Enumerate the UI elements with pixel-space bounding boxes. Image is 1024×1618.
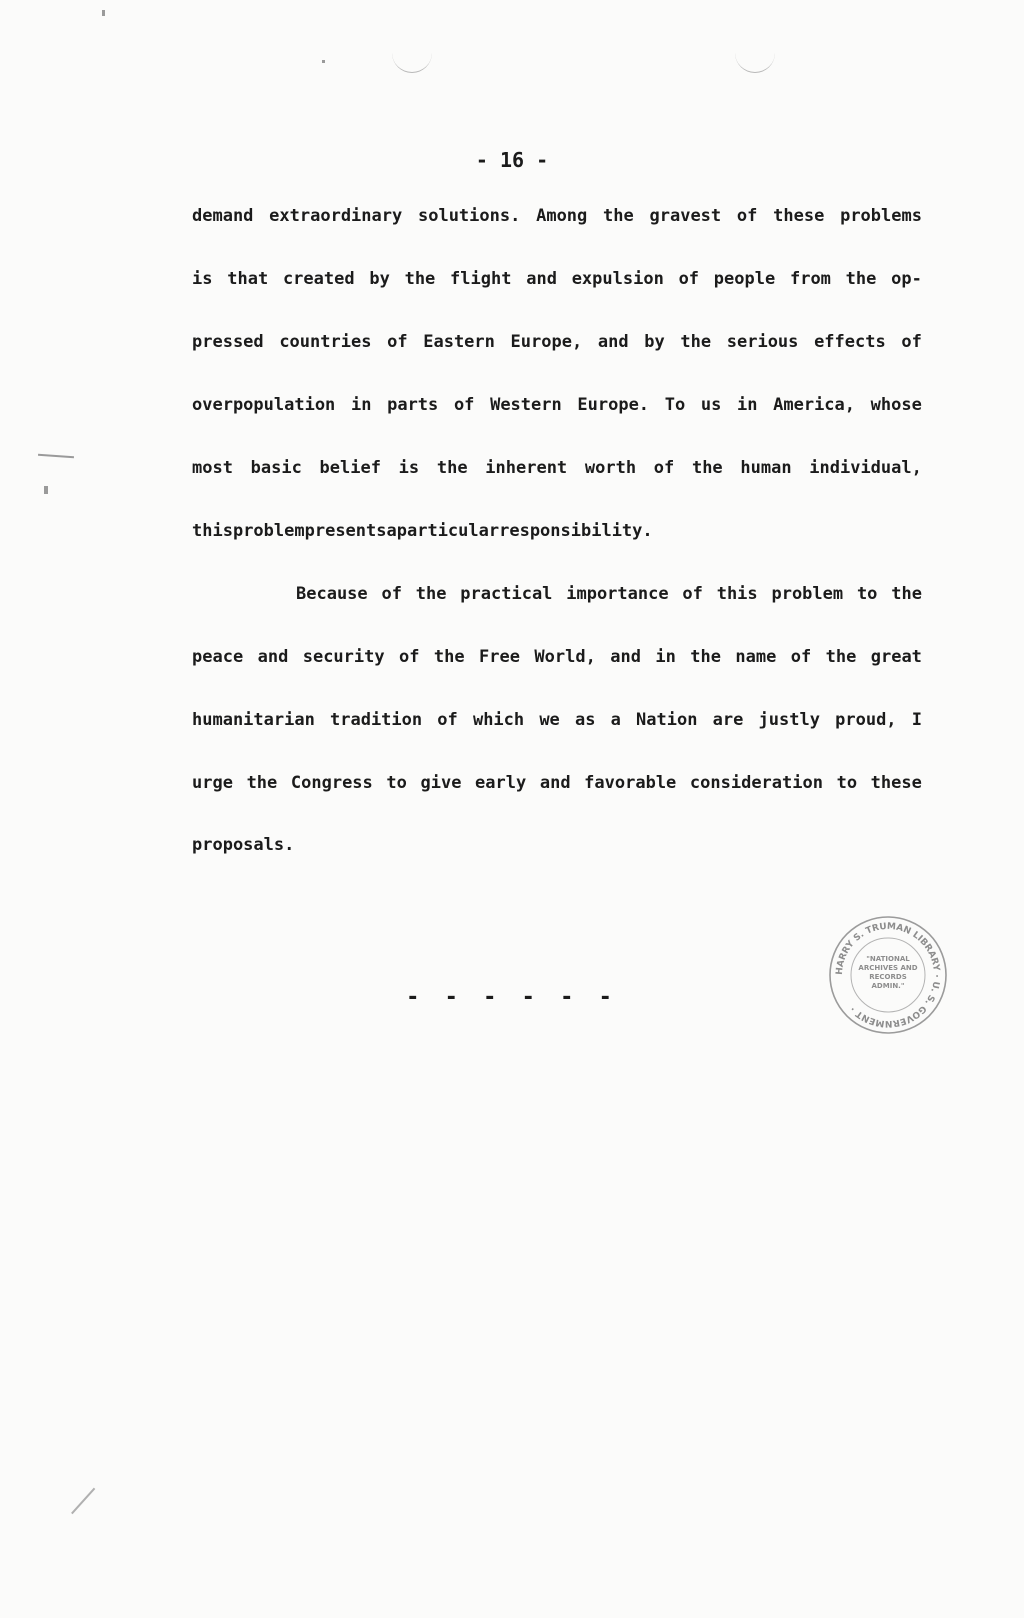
body-word: Because bbox=[296, 584, 368, 604]
body-word: Western bbox=[490, 395, 562, 415]
body-word: the bbox=[246, 773, 278, 793]
body-word: of bbox=[790, 647, 812, 667]
body-word: as bbox=[574, 710, 596, 730]
body-word: demand bbox=[192, 206, 254, 226]
body-line bbox=[192, 521, 922, 551]
body-line bbox=[192, 332, 922, 362]
margin-mark bbox=[102, 10, 105, 16]
margin-mark bbox=[71, 1488, 95, 1514]
body-word: this bbox=[192, 521, 233, 541]
body-word: from bbox=[789, 269, 831, 289]
body-word: extraordinary bbox=[269, 206, 403, 226]
body-word: of bbox=[682, 584, 703, 604]
body-word: of bbox=[387, 332, 408, 352]
body-word: urge bbox=[192, 773, 233, 793]
body-word: Free bbox=[479, 647, 520, 667]
body-word: the bbox=[415, 584, 447, 604]
body-word: responsibility. bbox=[499, 521, 653, 541]
body-word: gravest bbox=[649, 206, 722, 226]
body-word: tradition bbox=[330, 710, 423, 730]
body-word: inherent bbox=[485, 458, 568, 478]
body-word: early bbox=[475, 773, 527, 793]
body-word: Nation bbox=[636, 710, 698, 730]
body-word: are bbox=[712, 710, 744, 730]
body-word: to bbox=[386, 773, 407, 793]
body-word: of bbox=[901, 332, 922, 352]
body-word: flight bbox=[450, 269, 512, 289]
stamp-ring-text: HARRY S. TRUMAN LIBRARY · U. S. GOVERNMENT · bbox=[834, 921, 942, 1029]
body-word: name bbox=[735, 647, 777, 667]
body-word: I bbox=[911, 710, 922, 730]
body-word: World, bbox=[534, 647, 596, 667]
body-word: great bbox=[870, 647, 922, 667]
body-word: of bbox=[381, 584, 402, 604]
body-line bbox=[192, 647, 922, 677]
body-word: parts bbox=[387, 395, 439, 415]
body-word: Europe. bbox=[577, 395, 650, 415]
body-word: the bbox=[891, 584, 922, 604]
body-word: of bbox=[453, 395, 475, 415]
punch-hole-right bbox=[735, 38, 775, 73]
body-word: countries bbox=[279, 332, 372, 352]
body-word: individual, bbox=[809, 458, 922, 478]
body-word: security bbox=[302, 647, 385, 667]
body-word: expulsion bbox=[571, 269, 664, 289]
body-word: the bbox=[603, 206, 634, 226]
body-word: problems bbox=[840, 206, 922, 226]
body-word: pressed bbox=[192, 332, 264, 352]
body-word: which bbox=[472, 710, 525, 730]
body-line bbox=[192, 773, 922, 803]
body-word: proposals. bbox=[192, 835, 295, 855]
body-word: solutions. bbox=[417, 206, 521, 226]
body-word: of bbox=[653, 458, 675, 478]
body-word: to bbox=[836, 773, 858, 793]
margin-mark bbox=[44, 486, 48, 494]
body-word: is bbox=[398, 458, 420, 478]
body-word: the bbox=[825, 647, 857, 667]
body-word: and bbox=[526, 269, 557, 289]
body-word: problem bbox=[232, 521, 305, 541]
margin-mark bbox=[322, 60, 325, 63]
body-word: particular bbox=[396, 521, 500, 541]
body-word: to bbox=[856, 584, 878, 604]
body-word: favorable bbox=[584, 773, 677, 793]
body-word: this bbox=[716, 584, 758, 604]
body-word: give bbox=[420, 773, 462, 793]
punch-hole-left bbox=[392, 38, 432, 73]
body-word: people bbox=[713, 269, 776, 289]
body-word: the bbox=[433, 647, 465, 667]
body-word: importance bbox=[566, 584, 669, 604]
body-word: overpopulation bbox=[192, 395, 336, 415]
body-word: problem bbox=[771, 584, 844, 604]
body-word: presents bbox=[304, 521, 387, 541]
body-word: is bbox=[192, 269, 213, 289]
body-word: To bbox=[664, 395, 686, 415]
body-line bbox=[192, 710, 922, 740]
body-word: of bbox=[678, 269, 700, 289]
body-word: human bbox=[740, 458, 792, 478]
body-word: and bbox=[257, 647, 289, 667]
body-word: consideration bbox=[689, 773, 823, 793]
body-word: peace bbox=[192, 647, 244, 667]
stamp-center-line: "NATIONAL bbox=[866, 955, 910, 963]
body-word: Among bbox=[536, 206, 588, 226]
body-word: of bbox=[399, 647, 420, 667]
body-word: a bbox=[610, 710, 621, 730]
body-line bbox=[192, 269, 922, 299]
body-word: that bbox=[227, 269, 269, 289]
body-word: Europe, bbox=[510, 332, 583, 352]
body-word: these bbox=[870, 773, 922, 793]
stamp-center-line: RECORDS bbox=[869, 973, 907, 981]
body-word: practical bbox=[460, 584, 553, 604]
margin-mark bbox=[38, 454, 74, 459]
body-word: in bbox=[736, 395, 758, 415]
body-word: in bbox=[350, 395, 372, 415]
body-word: us bbox=[700, 395, 722, 415]
body-word: these bbox=[773, 206, 825, 226]
stamp-center-line: ARCHIVES AND bbox=[858, 964, 918, 972]
body-word: and bbox=[610, 647, 641, 667]
body-word: we bbox=[539, 710, 560, 730]
body-word: of bbox=[437, 710, 458, 730]
body-word: Eastern bbox=[423, 332, 495, 352]
body-word: of bbox=[736, 206, 758, 226]
body-word: and bbox=[597, 332, 629, 352]
body-word: op- bbox=[891, 269, 922, 289]
body-word: basic bbox=[250, 458, 302, 478]
body-word: the bbox=[691, 458, 723, 478]
body-word: the bbox=[845, 269, 877, 289]
body-word: most bbox=[192, 458, 233, 478]
body-line bbox=[192, 835, 922, 865]
body-word: whose bbox=[870, 395, 922, 415]
body-line bbox=[192, 206, 922, 236]
body-word: belief bbox=[319, 458, 381, 478]
body-word: and bbox=[539, 773, 571, 793]
body-word: the bbox=[404, 269, 436, 289]
body-line bbox=[192, 395, 922, 425]
body-word: America, bbox=[773, 395, 856, 415]
body-word: the bbox=[680, 332, 712, 352]
body-word: in bbox=[655, 647, 676, 667]
body-word: worth bbox=[584, 458, 637, 478]
body-word: the bbox=[436, 458, 468, 478]
body-line bbox=[296, 584, 922, 614]
body-word: effects bbox=[814, 332, 886, 352]
body-word: the bbox=[690, 647, 721, 667]
body-word: a bbox=[386, 521, 397, 541]
body-word: by bbox=[369, 269, 390, 289]
body-line bbox=[192, 458, 922, 488]
body-word: by bbox=[644, 332, 665, 352]
closing-dashes: - - - - - - bbox=[406, 985, 618, 1010]
body-word: Congress bbox=[290, 773, 373, 793]
body-word: serious bbox=[726, 332, 799, 352]
library-stamp bbox=[828, 915, 948, 1035]
body-word: justly bbox=[758, 710, 820, 730]
stamp-center-line: ADMIN." bbox=[871, 982, 905, 990]
body-word: proud, bbox=[835, 710, 897, 730]
page-number: - 16 - bbox=[475, 148, 549, 172]
body-word: humanitarian bbox=[192, 710, 315, 730]
body-word: created bbox=[282, 269, 355, 289]
